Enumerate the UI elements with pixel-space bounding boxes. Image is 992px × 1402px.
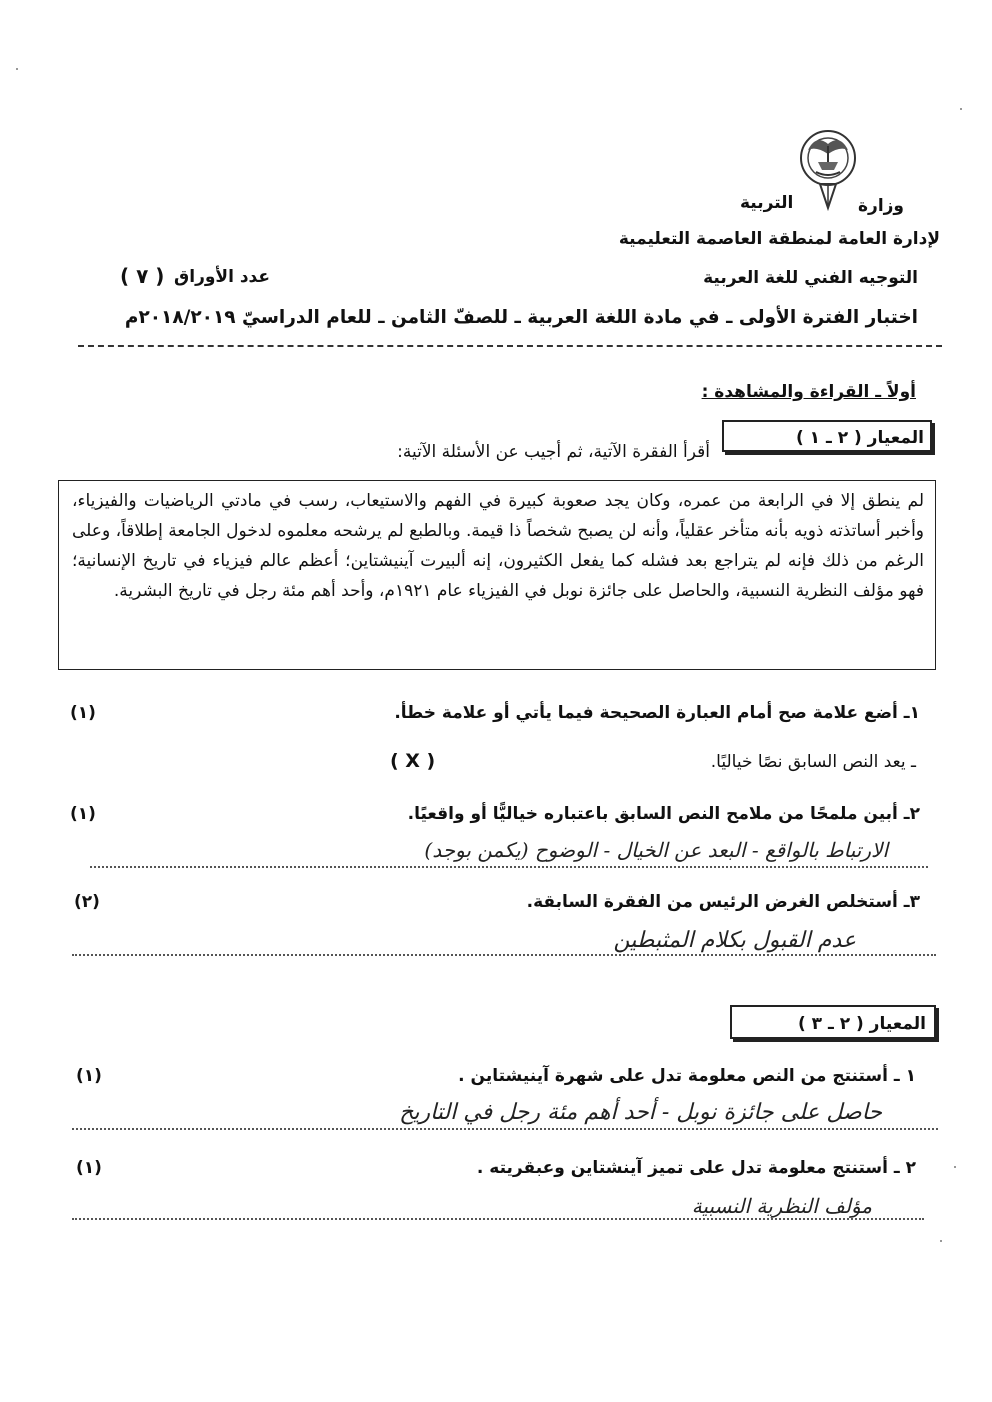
sheets-label: عدد الأوراق	[174, 267, 270, 287]
criterion-label: المعيار ( ٢ ـ ١ )	[795, 428, 924, 448]
question-b1-mark: (١)	[76, 1066, 102, 1086]
kuwait-emblem-icon	[796, 128, 860, 212]
question-2-mark: (١)	[70, 804, 96, 824]
answer-b2: مؤلف النظرية النسبية	[691, 1194, 872, 1218]
answer-line-b2	[72, 1218, 924, 1220]
scan-speck	[954, 1166, 956, 1168]
answer-line-3	[72, 954, 936, 956]
statement-1-answer: ( X )	[390, 750, 436, 772]
criterion-box-2	[730, 1005, 936, 1039]
section-heading: أولاً ـ القراءة والمشاهدة :	[701, 382, 916, 402]
exam-title: اختبار الفترة الأولى ـ في مادة اللغة العربية ـ للصفّ الثامن ـ للعام الدراسيّ ٢٠١٨/٢٠١٩م	[124, 307, 918, 328]
question-3-mark: (٢)	[74, 892, 100, 912]
supervision-label: التوجيه الفني للغة العربية	[703, 268, 918, 288]
scan-speck	[960, 108, 962, 110]
question-b2-mark: (١)	[76, 1158, 102, 1178]
answer-2: الارتباط بالواقع - البعد عن الخيال - الوضوح (يكمن بوجد)	[424, 838, 888, 862]
criterion-box	[722, 420, 932, 452]
question-3: ٣ـ أستخلص الغرض الرئيس من الفقرة السابقة.	[526, 892, 920, 912]
header-divider	[78, 345, 942, 347]
question-2: ٢ـ أبين ملمحًا من ملامح النص السابق باعتباره خياليًّا أو واقعيًا.	[407, 804, 920, 824]
question-1: ١ـ أضع علامة صح أمام العبارة الصحيحة فيما يأتي أو علامة خطأ.	[394, 703, 920, 723]
ministry-label: وزارة	[858, 196, 905, 216]
question-b1: ١ ـ أستنتج من النص معلومة تدل على شهرة آينيشتاين .	[458, 1066, 916, 1086]
answer-3: عدم القبول بكلام المثبطين	[613, 928, 856, 953]
scan-speck	[16, 68, 18, 70]
question-1-mark: (١)	[70, 703, 96, 723]
admin-label: لإدارة العامة لمنطقة العاصمة التعليمية	[618, 229, 940, 249]
answer-b1: حاصل على جائزة نوبل - أحد أهم مئة رجل في التاريخ	[399, 1100, 882, 1125]
question-b2: ٢ ـ أستنتج معلومة تدل على تميز آينشتاين وعبقريته .	[476, 1158, 916, 1178]
answer-line-b1	[72, 1128, 938, 1130]
scan-speck	[940, 1240, 942, 1242]
criterion-label-2: المعيار ( ٢ ـ ٣ )	[797, 1014, 926, 1034]
statement-1: ـ يعد النص السابق نصًا خياليًا.	[710, 752, 916, 772]
reading-passage: لم ينطق إلا في الرابعة من عمره، وكان يجد صعوبة كبيرة في الفهم والاستيعاب، رسب في مادتي الرياضيات والفيزياء، وأخبر أساتذته ذويه بأنه متأخر عقلياً، وأنه لن يصبح شخصاً ذا قيمة. وبالطبع لم يرشحه معلموه لدخول الجامعة إطلاقاً، وعلى الرغم من ذلك فإنه لم يتراجع بعد فشله كما يفعل الكثيرون، إنه ألبيرت آينيشتاين؛ أعظم عالم فيزياء في تاريخ الإنسانية؛ فهو مؤلف النظرية النسبية، والحاصل على جائزة نوبل في الفيزياء عام ١٩٢١م، وأحد أهم مئة رجل في تاريخ البشرية.	[72, 491, 924, 601]
instruction-text: أقرأ الفقرة الآتية، ثم أجيب عن الأسئلة الآتية:	[397, 442, 710, 462]
answer-line-2	[90, 866, 928, 868]
sheets-count: ( ٧ )	[120, 264, 165, 288]
education-label: التربية	[740, 193, 794, 213]
